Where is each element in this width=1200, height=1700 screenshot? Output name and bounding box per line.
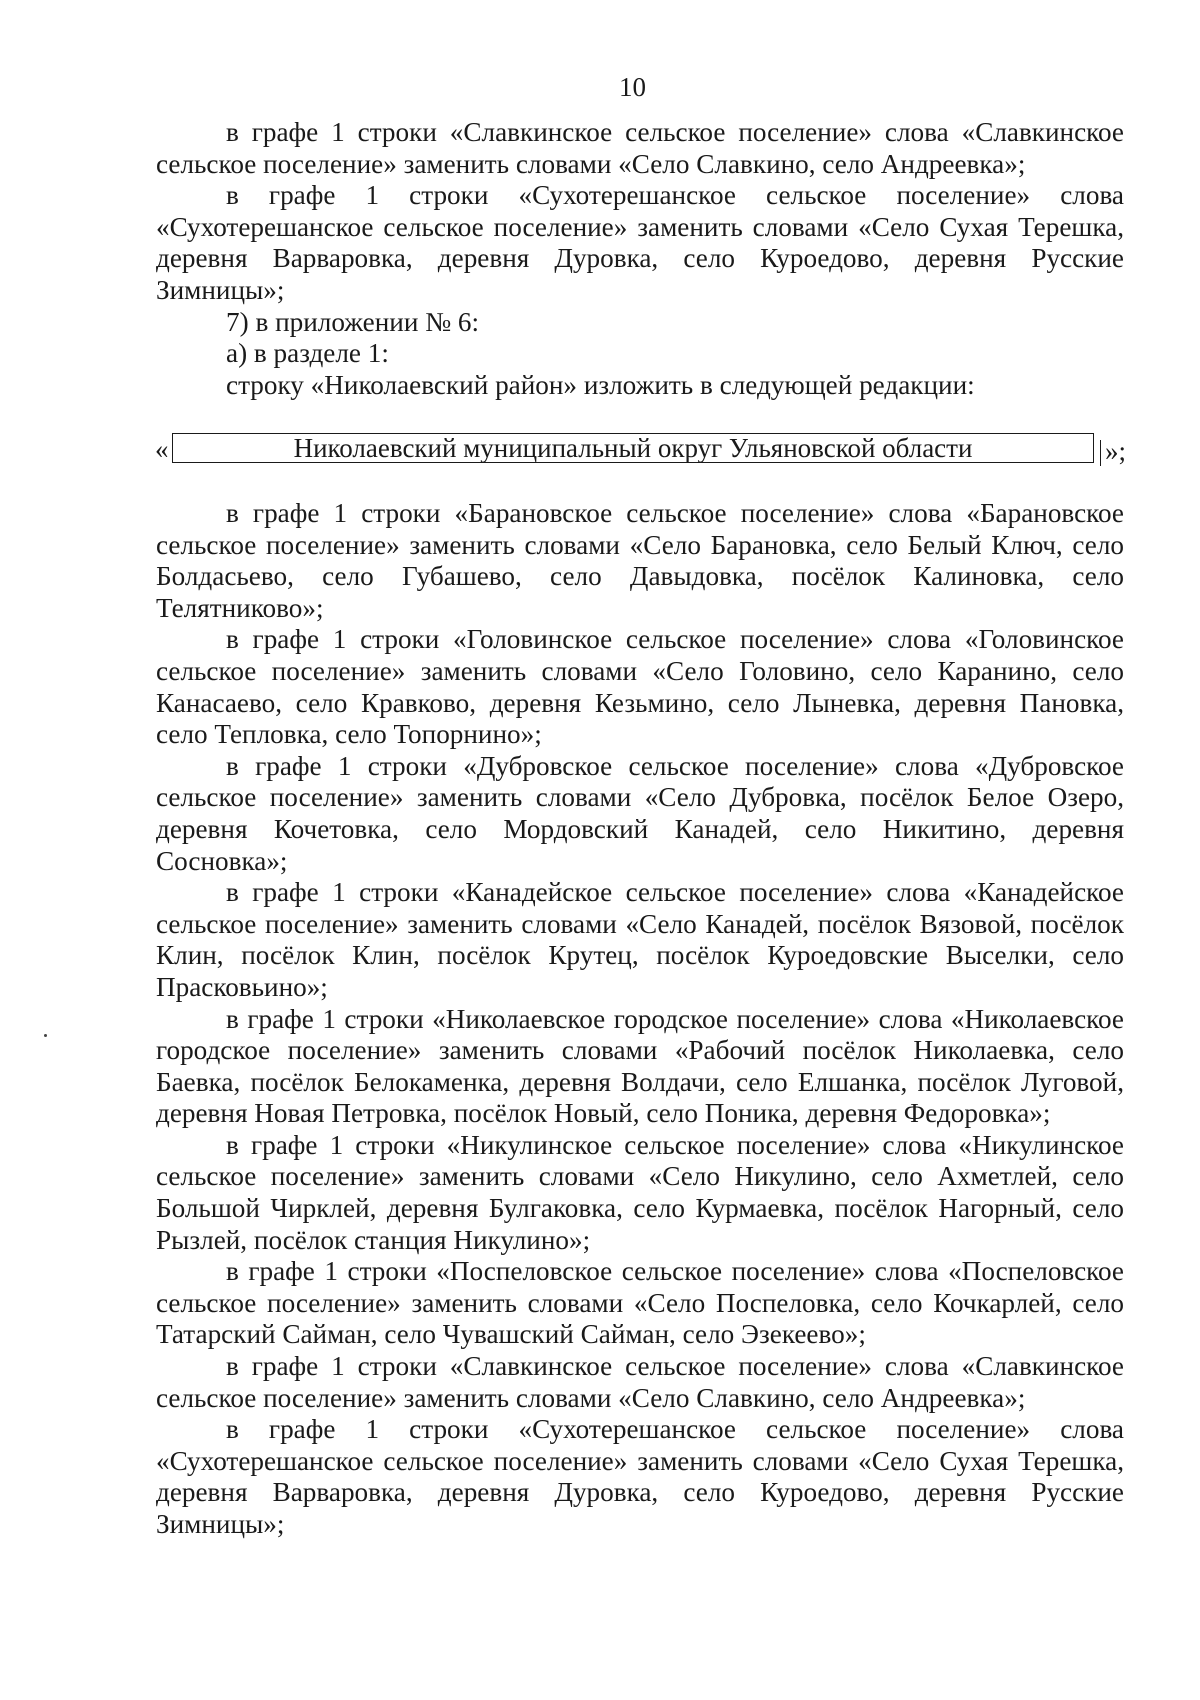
table-cell-district-name: Николаевский муниципальный округ Ульяновской области (172, 433, 1094, 463)
top-text-block (156, 117, 1124, 401)
paragraph-row-instruction: строку «Николаевский район» изложить в следующей редакции: (226, 369, 975, 400)
paragraph-baranovskoe: в графе 1 строки «Барановское сельское поселение» слова «Барановское сельское поселение» заменить словами «Село Барановка, село Белый Ключ, село Болдасьево, село Губашево, село Давыдовка, посёлок Калиновка, село Телятниково»; (156, 498, 1124, 623)
paragraph-appendix-6: 7) в приложении № 6: (226, 306, 480, 337)
scan-speck (44, 1034, 47, 1037)
paragraph-kanadeyskoe: в графе 1 строки «Канадейское сельское поселение» слова «Канадейское сельское поселение» заменить словами «Село Канадей, посёлок Вязовой, посёлок Клин, посёлок Клин, посёлок Крутец, посёлок Куроедовские Выселки, село Прасковьино»; (156, 877, 1124, 1002)
paragraph-golovinskoe: в графе 1 строки «Головинское сельское поселение» слова «Головинское сельское поселение» заменить словами «Село Головино, село Каранино, село Канасаево, село Кравково, деревня Кезьмино, село Лыневка, деревня Пановка, село Тепловка, село Топорнино»; (156, 624, 1124, 750)
paragraph-sukhotereshanskoe-bottom: в графе 1 строки «Сухотерешанское сельское поселение» слова «Сухотерешанское сельское поселение» заменить словами «Село Сухая Терешка, деревня Варваровка, деревня Дуровка, село Куроедово, деревня Русские Зимницы»; (156, 1414, 1124, 1539)
bottom-text-block (156, 498, 1124, 1541)
paragraph-slavkino-top: в графе 1 строки «Славкинское сельское поселение» слова «Славкинское сельское поселение» заменить словами «Село Славкино, село Андреевка»; (156, 117, 1124, 179)
paragraph-nikulinskoe: в графе 1 строки «Никулинское сельское поселение» слова «Никулинское сельское поселение» заменить словами «Село Никулино, село Ахметлей, село Большой Чирклей, деревня Булгаковка, село Курмаевка, посёлок Нагорный, село Рызлей, посёлок станция Никулино»; (156, 1129, 1124, 1255)
paragraph-section-1: а) в разделе 1: (226, 338, 389, 369)
paragraph-sukhotereshanskoe-top: в графе 1 строки «Сухотерешанское сельское поселение» слова «Сухотерешанское сельское поселение» заменить словами «Село Сухая Терешка, деревня Варваровка, деревня Дуровка, село Куроедово, деревня Русские Зимницы»; (156, 180, 1124, 305)
paragraph-slavkino-bottom: в графе 1 строки «Славкинское сельское поселение» слова «Славкинское сельское поселение» заменить словами «Село Славкино, село Андреевка»; (156, 1351, 1124, 1413)
paragraph-pospelovskoe: в графе 1 строки «Поспеловское сельское поселение» слова «Поспеловское сельское поселение» заменить словами «Село Поспеловка, село Кочкарлей, село Татарский Сайман, село Чувашский Сайман, село Эзекеево»; (156, 1256, 1124, 1350)
close-quote: »; (1105, 436, 1127, 466)
paragraph-dubrovskoe: в графе 1 строки «Дубровское сельское поселение» слова «Дубровское сельское поселение» заменить словами «Село Дубровка, посёлок Белое Озеро, деревня Кочетовка, село Мордовский Канадей, село Никитино, деревня Сосновка»; (156, 750, 1124, 876)
page-number: 10 (619, 72, 646, 102)
table-row-replacement (155, 429, 1135, 469)
open-quote: « (155, 434, 169, 464)
paragraph-nikolaevskoe: в графе 1 строки «Николаевское городское поселение» слова «Николаевское городское поселение» заменить словами «Рабочий посёлок Николаевка, село Баевка, посёлок Белокаменка, деревня Волдачи, село Елшанка, посёлок Луговой, деревня Новая Петровка, посёлок Новый, село Поника, деревня Федоровка»; (156, 1003, 1124, 1129)
